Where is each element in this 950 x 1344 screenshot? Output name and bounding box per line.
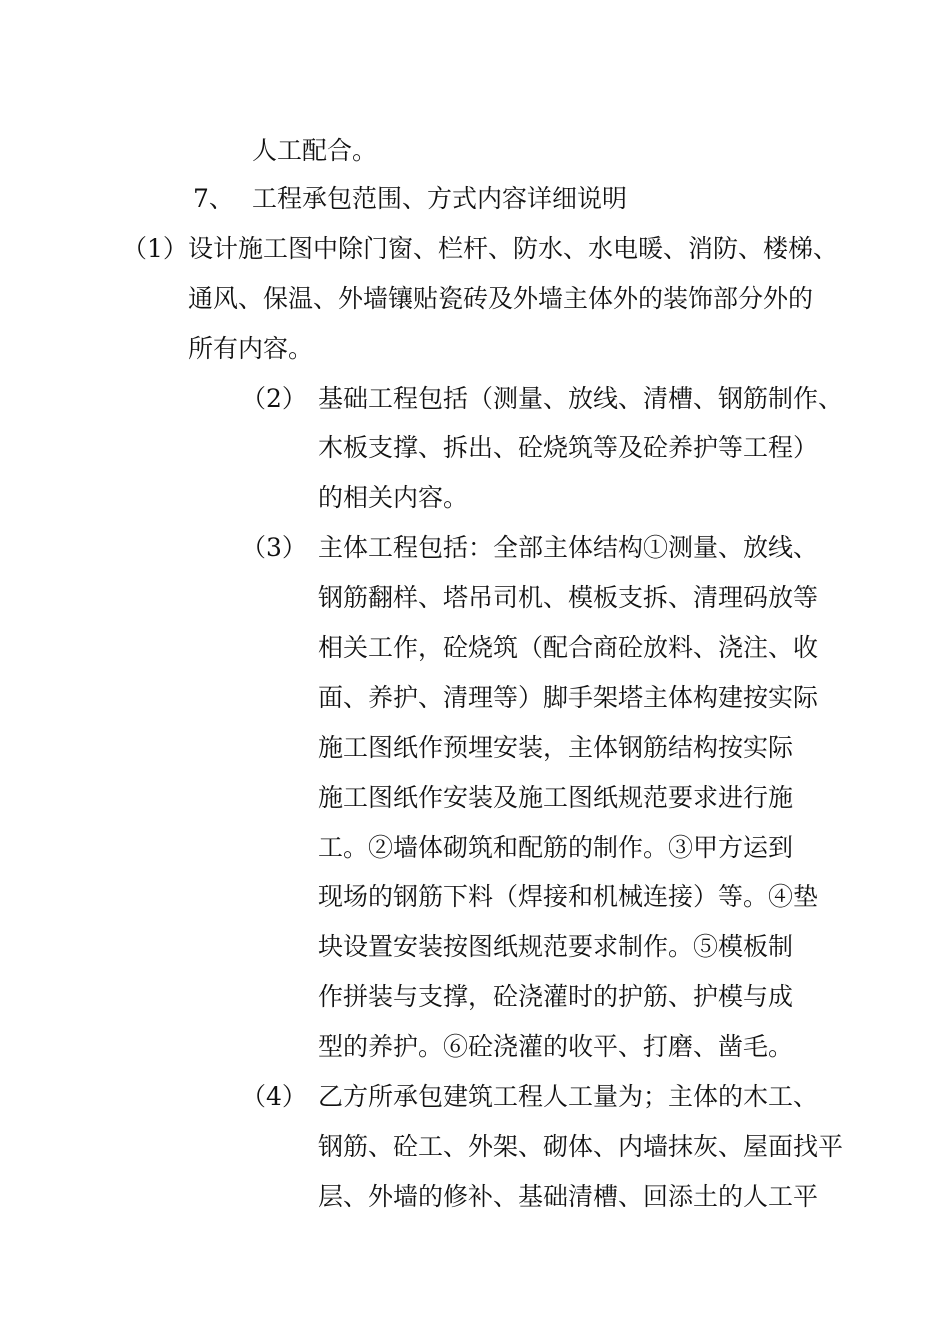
text-line: 相关工作，砼烧筑（配合商砼放料、浇注、收 <box>318 633 819 662</box>
item-number: （2） <box>241 384 307 413</box>
text-line: 的相关内容。 <box>318 483 469 512</box>
text-line: 型的养护。⑥砼浇灌的收平、打磨、凿毛。 <box>318 1032 794 1061</box>
text-line: 工。②墙体砌筑和配筋的制作。③甲方运到 <box>318 833 794 862</box>
text-line: 通风、保温、外墙镶贴瓷砖及外墙主体外的装饰部分外的 <box>188 284 814 313</box>
text-line: 块设置安装按图纸规范要求制作。⑤模板制 <box>318 932 794 961</box>
text-line: 作拼装与支撑，砼浇灌时的护筋、护模与成 <box>318 982 794 1011</box>
text-line: 木板支撑、拆出、砼烧筑等及砼养护等工程） <box>318 433 819 462</box>
item-number: （4） <box>241 1082 307 1111</box>
text-line: 面、养护、清理等）脚手架塔主体构建按实际 <box>318 683 819 712</box>
text-line: 乙方所承包建筑工程人工量为；主体的木工、 <box>318 1082 819 1111</box>
text-line: 基础工程包括（测量、放线、清槽、钢筋制作、 <box>318 384 844 413</box>
text-line: 所有内容。 <box>188 334 314 363</box>
text-line: 人工配合。 <box>252 136 378 165</box>
text-line: 施工图纸作预埋安装，主体钢筋结构按实际 <box>318 733 794 762</box>
text-line: 层、外墙的修补、基础清槽、回添土的人工平 <box>318 1182 819 1211</box>
section-heading: 工程承包范围、方式内容详细说明 <box>252 184 628 213</box>
text-line: 现场的钢筋下料（焊接和机械连接）等。④垫 <box>318 882 819 911</box>
item-number: （3） <box>241 533 307 562</box>
text-line: 设计施工图中除门窗、栏杆、防水、水电暖、消防、楼梯、 <box>188 234 839 263</box>
text-line: 钢筋、砼工、外架、砌体、内墙抹灰、屋面找平 <box>318 1132 844 1161</box>
text-line: 钢筋翻样、塔吊司机、模板支拆、清理码放等 <box>318 583 819 612</box>
text-line: 主体工程包括：全部主体结构①测量、放线、 <box>318 533 819 562</box>
text-line: 施工图纸作安装及施工图纸规范要求进行施 <box>318 783 794 812</box>
item-number: （1） <box>122 234 188 263</box>
section-number: 7、 <box>193 184 234 213</box>
